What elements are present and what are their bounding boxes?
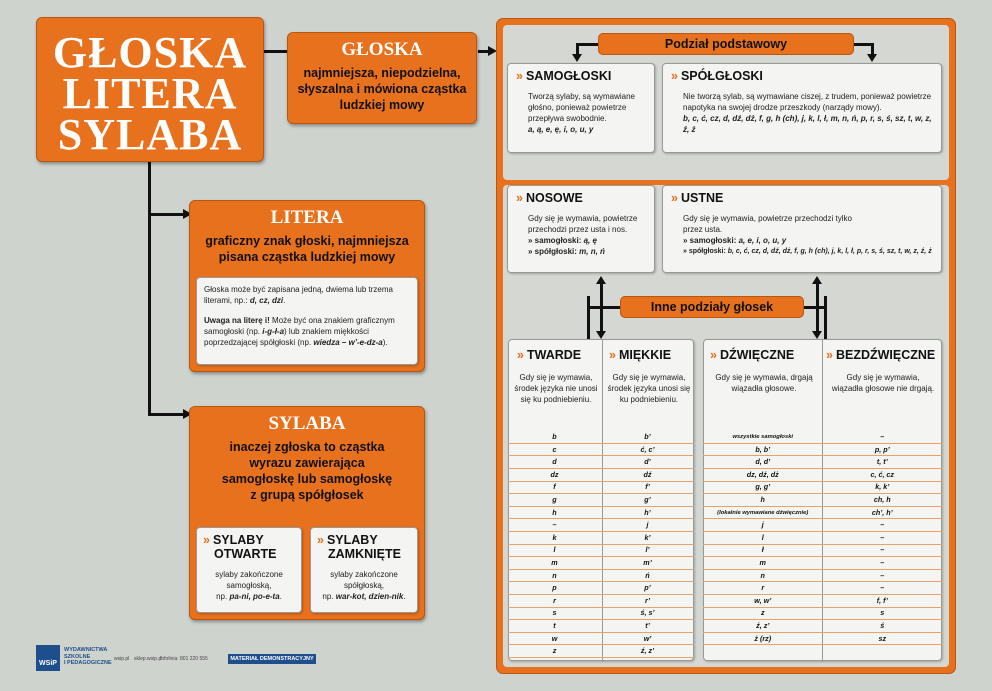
table-row: [508, 557, 694, 570]
sylaby-zamkniete-box: » SYLABY ZAMKNIĘTE sylaby zakończone spółgłoską, np. war-kot, dzien-nik.: [310, 527, 418, 613]
table-row: [703, 595, 942, 608]
table-cell: –: [880, 558, 885, 567]
table-row: [508, 431, 694, 444]
table-cell: m: [551, 558, 558, 567]
quote-icon: »: [826, 348, 833, 362]
table-cell: (lokalnie wymawiane dźwięcznie): [717, 509, 809, 516]
main-title-line2: LITERA: [62, 69, 238, 118]
table-cell: d’: [644, 457, 651, 467]
table-cell: f: [553, 482, 556, 492]
table-cell: l: [553, 545, 556, 555]
table-cell: wszystkie samogłoski: [732, 434, 794, 440]
spolgloski-text: Nie tworzą sylab, są wymawiane ciszej, z trudem, ponieważ powietrze napotyka na swojej drodze przeszkody (narządy mowy).: [683, 92, 932, 112]
table-cell: r: [761, 583, 765, 593]
table-cell: p, p’: [874, 444, 890, 454]
table-row: [508, 507, 694, 520]
table-cell: f, f’: [876, 595, 888, 605]
table-row: [703, 519, 942, 532]
sylaby-otwarte-text: sylaby zakończone samogłoską, np. pa-ni, po-e-ta.: [215, 570, 283, 601]
table-cell: r: [553, 595, 556, 605]
table-row: [703, 570, 942, 583]
table-dzwieczne: [703, 431, 942, 661]
nosowe-box: » NOSOWE Gdy się je wymawia, powietrze przechodzi przez usta i nos. » samogłoski: ą, ę » spółgłoski: m, n, ń: [507, 185, 655, 273]
table-row: [703, 481, 942, 494]
table-cell: ż (rz): [754, 633, 772, 643]
table-row: [703, 557, 942, 570]
miekkie-text: Gdy się je wymawia, środek języka unosi się ku podniebieniu.: [607, 373, 691, 404]
twarde-text: Gdy się je wymawia, środek języka nie unosi się ku podniebieniu.: [514, 373, 598, 404]
table-cell: ź, z’: [640, 646, 655, 656]
table-cell: k’: [644, 532, 651, 542]
arrow-up-icon: [596, 276, 606, 284]
table-row: [703, 633, 942, 646]
ustne-text: Gdy się je wymawia, powietrze przechodzi tylko przez usta.: [683, 214, 852, 234]
table-row: [508, 633, 694, 646]
table-cell: sz: [878, 633, 887, 643]
table-cell: ś, s’: [640, 608, 655, 618]
quote-icon: »: [203, 533, 210, 547]
table-cell: j: [646, 520, 649, 530]
ustne-box: » USTNE Gdy się je wymawia, powietrze przechodzi tylko przez usta. » samogłoski: a, e, i, o, u, y » spółgłoski: b, c, ć, cz, d, dź, dż, f, g, h (ch), j, k, l, ł, p, r, s, ś, sz, t, w, z, ź, ż: [662, 185, 942, 273]
table-cell: z: [552, 646, 557, 656]
main-title-line3: SYLABA: [57, 110, 243, 159]
table-row: [703, 532, 942, 545]
spolgloski-list: b, c, ć, cz, d, dź, dż, f, g, h (ch), j, k, l, ł, m, n, ń, p, r, s, ś, sz, t, w, z, ź, ż: [683, 114, 932, 134]
table-cell: t: [553, 621, 556, 630]
main-title-line1: GŁOSKA: [52, 28, 248, 77]
publisher-name: WYDAWNICTWA SZKOLNE I PEDAGOGICZNE: [64, 647, 112, 666]
table-row: [508, 519, 694, 532]
table-cell: l’: [645, 545, 650, 555]
table-cell: w’: [643, 633, 652, 643]
table-row: [508, 494, 694, 507]
table-cell: ź, z’: [756, 621, 770, 630]
table-cell: b: [552, 432, 557, 441]
table-cell: s: [552, 608, 557, 618]
table-row: [508, 645, 694, 658]
litera-desc: graficzny znak głoski, najmniejsza pisana cząstka ludzkiej mowy: [205, 234, 409, 264]
connector-vertical: [148, 160, 151, 415]
table-cell: w: [551, 633, 558, 643]
quote-icon: »: [671, 191, 678, 205]
table-cell: ł: [761, 545, 764, 555]
table-cell: –: [880, 432, 885, 441]
table-cell: k, k’: [875, 482, 890, 492]
table-row: [508, 456, 694, 469]
inne-line-hr: [824, 296, 827, 339]
table-cell: ch, h: [873, 495, 891, 504]
arrow-down-icon: [812, 331, 822, 339]
table-cell: s: [880, 608, 885, 618]
table-cell: g, g’: [755, 482, 771, 492]
table-cell: f’: [645, 482, 650, 492]
sylaba-desc: inaczej zgłoska to cząstka wyrazu zawierająca samogłoskę lub samogłoskę z grupą spółgłosek: [221, 440, 393, 502]
table-cell: –: [880, 532, 885, 542]
table-row: [508, 532, 694, 545]
table-row: [703, 544, 942, 557]
footer-web1: wsip.pl: [114, 656, 130, 662]
sylaby-zamkniete-text: sylaby zakończone spółgłoską, np. war-kot, dzien-nik.: [322, 570, 406, 601]
table-cell: g’: [644, 495, 651, 504]
sylaba-box: [189, 406, 425, 620]
dzwieczne-text: Gdy się je wymawia, drgają wiązadła głosowe.: [715, 373, 813, 393]
table-cell: t’: [645, 621, 650, 630]
table-cell: ć, c’: [640, 444, 655, 454]
table-row: [508, 595, 694, 608]
table-cell: ń: [645, 570, 650, 580]
table-cell: n: [552, 570, 557, 580]
table-cell: –: [880, 570, 885, 580]
table-cell: n: [760, 570, 765, 580]
litera-note: [196, 277, 418, 365]
table-cell: m: [759, 558, 766, 567]
table-row: [508, 481, 694, 494]
table-cell: t, t’: [876, 457, 888, 467]
table-row: [703, 582, 942, 595]
table-row: [508, 607, 694, 620]
podzial-label: Podział podstawowy: [598, 33, 854, 55]
table-row: [508, 620, 694, 633]
sylaby-otwarte-box: » SYLABY OTWARTE sylaby zakończone samogłoską, np. pa-ni, po-e-ta.: [196, 527, 302, 613]
bezdzwieczne-text: Gdy się je wymawia, wiązadła głosowe nie drgają.: [831, 373, 935, 393]
quote-icon: »: [671, 69, 678, 83]
material-badge: MATERIAŁ DEMONSTRACYJNY: [228, 654, 316, 664]
table-cell: dz: [550, 469, 559, 479]
table-row: [508, 444, 694, 457]
table-row: [508, 544, 694, 557]
table-cell: g: [552, 495, 557, 504]
quote-icon: »: [317, 533, 324, 547]
footer-web2: sklep.wsip.pl: [134, 656, 163, 662]
table-cell: h: [552, 507, 557, 517]
wsip-logo: WSiP: [36, 645, 60, 671]
gloska-desc: najmniejsza, niepodzielna, słyszalna i mówiona cząstka ludzkiej mowy: [297, 66, 467, 112]
samogloski-box: » SAMOGŁOSKI Tworzą sylaby, są wymawiane głośno, ponieważ powietrze przepływa swobodnie. a, ą, e, ę, i, o, u, y: [507, 63, 655, 153]
litera-box: [189, 200, 425, 372]
connector-gloska: [264, 50, 288, 53]
table-cell: d, d’: [755, 457, 771, 467]
table-cell: k: [552, 532, 557, 542]
table-cell: p: [552, 583, 557, 593]
table-row: [703, 431, 942, 444]
table-row: [703, 507, 942, 520]
table-cell: m’: [643, 558, 652, 567]
arrow-down-icon: [867, 54, 877, 62]
spolgloski-box: » SPÓŁGŁOSKI Nie tworzą sylab, są wymawiane ciszej, z trudem, ponieważ powietrze napotyka na swojej drodze przeszkody (narządy mowy). b, c, ć, cz, d, dź, dż, f, g, h (ch), j, k, l, ł, m, n, ń, p, r, s, ś, sz, t, w, z, ź, ż: [662, 63, 942, 153]
arrow-down-icon: [596, 331, 606, 339]
sylaba-title: SYLABA: [268, 413, 346, 434]
dzwieczne-box: » DŹWIĘCZNE » BEZDŹWIĘCZNE Gdy się je wymawia, drgają wiązadła głosowe. Gdy się je wymawia, wiązadła głosowe nie drgają.: [703, 339, 942, 661]
table-row: [703, 444, 942, 457]
table-cell: –: [552, 520, 557, 530]
main-title-box: [36, 17, 264, 162]
table-cell: w, w’: [754, 595, 772, 605]
twarde-miekkie-box: » TWARDE » MIĘKKIE Gdy się je wymawia, środek języka nie unosi się ku podniebieniu. Gdy się je wymawia, środek języka unosi się ku podniebieniu.: [508, 339, 694, 661]
table-cell: b, b’: [755, 444, 771, 454]
table-cell: z: [760, 608, 765, 618]
table-row: [703, 607, 942, 620]
arrow-up-icon: [812, 276, 822, 284]
quote-icon: »: [609, 348, 616, 362]
table-row: [703, 620, 942, 633]
table-cell: dź: [643, 469, 652, 479]
quote-icon: »: [710, 348, 717, 362]
connector-litera: [148, 213, 186, 216]
table-cell: –: [880, 583, 885, 593]
table-cell: h: [760, 495, 765, 504]
arrow-down-icon: [572, 54, 582, 62]
table-cell: –: [880, 545, 885, 555]
gloska-box: [287, 32, 477, 124]
table-cell: –: [880, 520, 885, 530]
table-cell: dz, dź, dż: [746, 469, 779, 479]
connector-sylaba: [148, 413, 186, 416]
table-cell: j: [761, 520, 764, 530]
samogloski-list: a, ą, e, ę, i, o, u, y: [528, 125, 594, 134]
litera-note2: Uwaga na literę i! Może być ona znakiem graficznym samogłoski (np. i-g-ł-a) lub znakiem miękkości poprzedzającej spółgłoski (np. wiedza – w’-e-dz-a).: [204, 316, 395, 347]
table-twarde-miekkie: [508, 431, 694, 661]
table-cell: c, ć, cz: [870, 469, 895, 479]
litera-note1: Głoska może być zapisana jedną, dwiema lub trzema literami, np.: d, cz, dzi.: [204, 285, 393, 305]
table-cell: d: [552, 457, 557, 467]
table-cell: h’: [644, 507, 651, 517]
table-row: [508, 570, 694, 583]
footer-tel: Infolinia: 801 220 555: [160, 656, 208, 662]
table-cell: r’: [644, 595, 651, 605]
gloska-title: GŁOSKA: [341, 39, 423, 60]
quote-icon: »: [517, 348, 524, 362]
quote-icon: »: [516, 191, 523, 205]
quote-icon: »: [516, 69, 523, 83]
table-row: [703, 469, 942, 482]
table-row: [703, 456, 942, 469]
table-row: [508, 469, 694, 482]
table-cell: ś: [880, 621, 885, 630]
table-cell: c: [552, 444, 557, 454]
table-row: [703, 494, 942, 507]
samogloski-text: Tworzą sylaby, są wymawiane głośno, ponieważ powietrze przepływa swobodnie.: [528, 92, 635, 123]
nosowe-text: Gdy się je wymawia, powietrze przechodzi przez usta i nos.: [528, 214, 638, 234]
table-cell: l: [761, 532, 764, 542]
table-cell: p’: [644, 583, 651, 593]
table-cell: ch’, h’: [871, 507, 893, 517]
table-row: [508, 582, 694, 595]
inne-label: Inne podziały głosek: [620, 296, 804, 318]
table-cell: b’: [644, 432, 651, 441]
inne-line-hl: [587, 296, 590, 339]
litera-title: LITERA: [270, 207, 344, 228]
